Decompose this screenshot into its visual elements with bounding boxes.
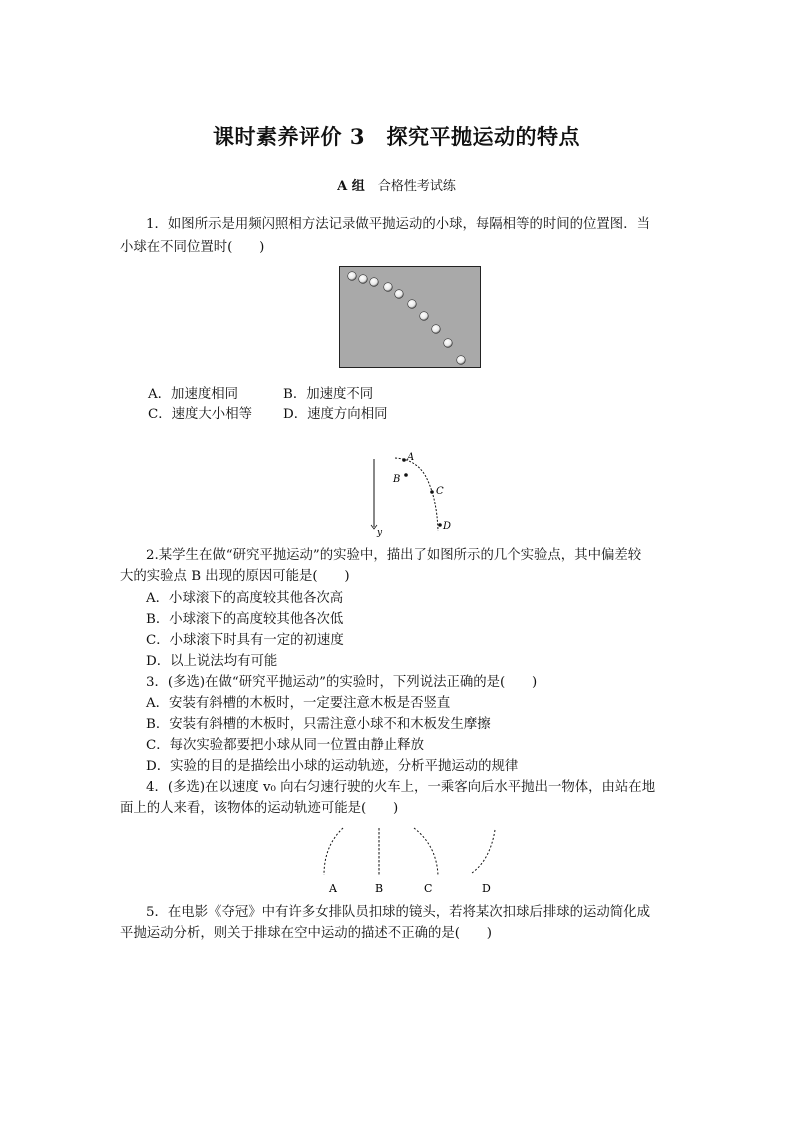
q1-option-b: B．加速度不同 <box>283 387 374 402</box>
label-c: C <box>436 486 444 497</box>
q1-option-c: C．速度大小相等 <box>148 407 252 422</box>
trajectory-curve <box>395 458 438 531</box>
trajectory-c <box>414 828 438 876</box>
ball-1 <box>348 272 357 281</box>
q4-trajectory-options <box>310 820 510 900</box>
q4-line1: 4．(多选)在以速度 v₀ 向右匀速行驶的火车上，一乘客向后水平抛出一物体，由站在地 <box>146 780 656 795</box>
page-title: 课时素养评价 3 探究平抛运动的特点 <box>213 124 580 149</box>
q2-trajectory-figure <box>355 445 465 540</box>
figure-label-a: A <box>329 882 337 895</box>
ball-6 <box>408 300 417 309</box>
q1-option-d: D．速度方向相同 <box>283 407 388 422</box>
q2-line2: 大的实验点 B 出现的原因可能是( ) <box>120 569 350 584</box>
group-name: 合格性考试练 <box>377 179 456 194</box>
point-b <box>404 473 408 477</box>
ball-7 <box>420 312 429 321</box>
q1-strobe-photo <box>339 266 481 368</box>
ball-3 <box>370 278 379 287</box>
q1-line2: 小球在不同位置时( ) <box>120 240 265 255</box>
label-b: B <box>393 474 401 485</box>
q5-line2: 平抛运动分析，则关于排球在空中运动的描述不正确的是( ) <box>120 926 492 941</box>
q2-option-a: A．小球滚下的高度较其他各次高 <box>146 591 344 606</box>
label-d: D <box>443 521 452 532</box>
label-a: A <box>407 452 415 463</box>
q2-option-c: C．小球滚下时具有一定的初速度 <box>146 633 344 648</box>
y-axis-label: y <box>377 528 383 538</box>
trajectory-d <box>472 830 495 873</box>
figure-label-b: B <box>375 882 384 895</box>
ball-9 <box>444 339 453 348</box>
q1-line1: 1．如图所示是用频闪照相方法记录做平抛运动的小球，每隔相等的时间的位置图．当 <box>146 217 650 232</box>
q2-option-b: B．小球滚下的高度较其他各次低 <box>146 612 344 627</box>
point-a <box>402 458 406 462</box>
ball-4 <box>384 283 393 292</box>
ball-8 <box>432 325 441 334</box>
q2-line1: 2.某学生在做“研究平抛运动”的实验中，描出了如图所示的几个实验点，其中偏差较 <box>146 548 642 563</box>
q3-option-d: D．实验的目的是描绘出小球的运动轨迹，分析平抛运动的规律 <box>146 759 519 774</box>
point-d <box>438 523 442 527</box>
q1-option-a: A．加速度相同 <box>148 387 239 402</box>
section-heading <box>0 175 793 194</box>
q5-line1: 5．在电影《夺冠》中有许多女排队员扣球的镜头，若将某次扣球后排球的运动简化成 <box>146 905 650 920</box>
point-c <box>430 490 434 494</box>
ball-2 <box>359 275 368 284</box>
ball-10 <box>457 356 466 365</box>
figure-label-d: D <box>482 882 491 895</box>
ball-5 <box>395 290 404 299</box>
q3-option-c: C．每次实验都要把小球从同一位置由静止释放 <box>146 738 425 753</box>
q2-option-d: D．以上说法均有可能 <box>146 654 278 669</box>
trajectory-a <box>324 828 343 875</box>
q3-option-b: B．安装有斜槽的木板时，只需注意小球不和木板发生摩擦 <box>146 717 491 732</box>
q3-line1: 3．(多选)在做“研究平抛运动”的实验时，下列说法正确的是( ) <box>146 675 538 690</box>
figure-label-c: C <box>424 882 433 895</box>
strobe-balls <box>340 267 480 367</box>
group-label: A 组 <box>337 179 365 194</box>
q3-option-a: A．安装有斜槽的木板时，一定要注意木板是否竖直 <box>146 696 451 711</box>
q4-line2: 面上的人来看，该物体的运动轨迹可能是( ) <box>120 801 399 816</box>
